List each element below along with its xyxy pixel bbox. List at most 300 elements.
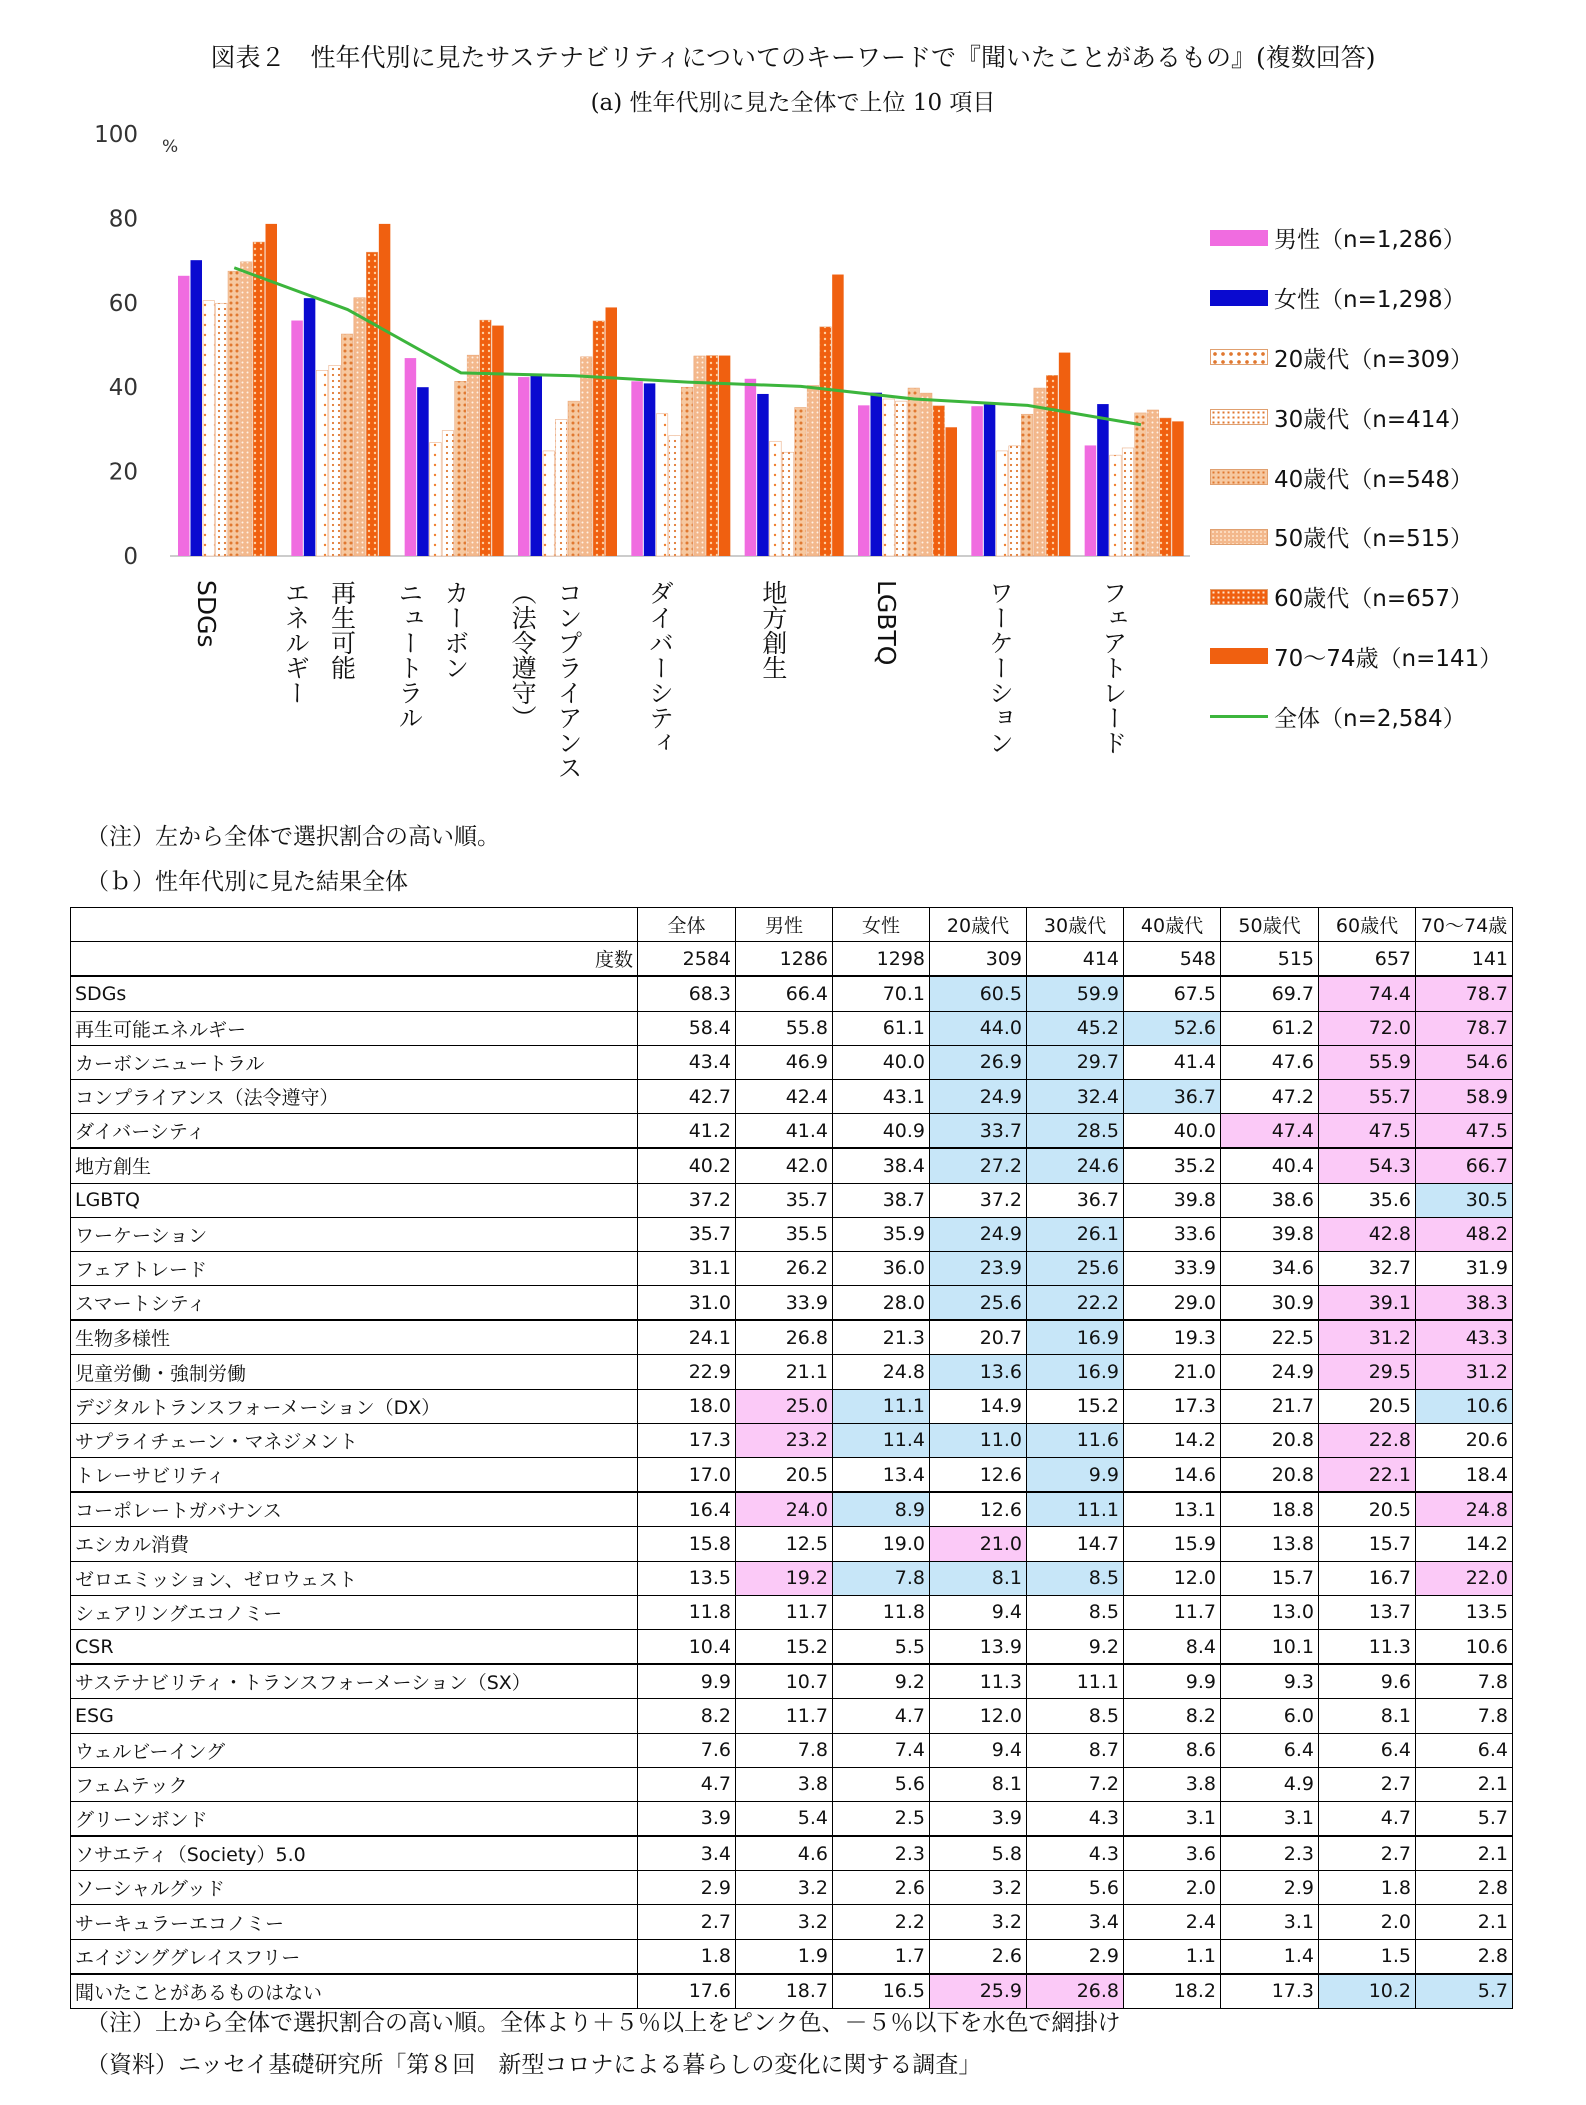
- value-cell: 10.4: [638, 1629, 736, 1664]
- value-cell: 13.1: [1124, 1492, 1221, 1527]
- legend-item: [1210, 328, 1502, 388]
- bar: [341, 334, 353, 556]
- value-cell: 12.0: [930, 1699, 1027, 1733]
- value-cell: 32.4: [1027, 1079, 1124, 1113]
- value-cell: 67.5: [1124, 976, 1221, 1011]
- row-label: ESG: [71, 1699, 638, 1733]
- bar: [1172, 421, 1184, 556]
- value-cell: 16.5: [833, 1974, 930, 2009]
- value-cell: 58.4: [638, 1011, 736, 1045]
- value-cell: 18.4: [1416, 1458, 1513, 1493]
- value-cell: 24.8: [833, 1355, 930, 1389]
- legend-item: [1210, 686, 1502, 746]
- value-cell: 3.2: [930, 1871, 1027, 1905]
- bar: [467, 355, 479, 556]
- table-row: [71, 1389, 1513, 1423]
- value-cell: 11.4: [833, 1423, 930, 1457]
- category-label: 再生可能: [327, 580, 357, 680]
- value-cell: 8.6: [1124, 1733, 1221, 1767]
- value-cell: 20.6: [1416, 1423, 1513, 1457]
- y-tick-label: 20: [108, 459, 138, 486]
- value-cell: 29.5: [1319, 1355, 1416, 1389]
- table-row: [71, 1183, 1513, 1217]
- value-cell: 26.2: [736, 1251, 833, 1285]
- value-cell: 38.3: [1416, 1286, 1513, 1321]
- value-cell: 24.0: [736, 1492, 833, 1527]
- value-cell: 72.0: [1319, 1011, 1416, 1045]
- table-row: [71, 1492, 1513, 1527]
- value-cell: 60.5: [930, 976, 1027, 1011]
- legend-swatch: [1210, 290, 1268, 306]
- value-cell: 3.1: [1124, 1801, 1221, 1836]
- value-cell: 55.8: [736, 1011, 833, 1045]
- value-cell: 12.5: [736, 1527, 833, 1561]
- column-header: 50歳代: [1221, 908, 1319, 942]
- figure-title: 図表２ 性年代別に見たサステナビリティについてのキーワードで『聞いたことがあるもの』(複数回答): [210, 43, 1376, 72]
- value-cell: 3.2: [736, 1871, 833, 1905]
- value-cell: 5.7: [1416, 1801, 1513, 1836]
- value-cell: 13.7: [1319, 1595, 1416, 1629]
- bar: [518, 377, 530, 556]
- legend-swatch: [1210, 230, 1268, 246]
- table-row: [71, 1664, 1513, 1699]
- bar: [455, 381, 467, 556]
- value-cell: 13.5: [638, 1561, 736, 1595]
- category-label: フェアトレード: [1098, 580, 1128, 755]
- row-label: ゼロエミッション、ゼロウェスト: [71, 1561, 638, 1595]
- row-label: サステナビリティ・トランスフォーメーション（SX）: [71, 1664, 638, 1699]
- value-cell: 13.5: [1416, 1595, 1513, 1629]
- legend-label: 女性（n=1,298）: [1274, 287, 1466, 314]
- value-cell: 31.9: [1416, 1251, 1513, 1285]
- value-cell: 11.7: [1124, 1595, 1221, 1629]
- value-cell: 7.6: [638, 1733, 736, 1767]
- value-cell: 11.3: [930, 1664, 1027, 1699]
- value-cell: 9.6: [1319, 1664, 1416, 1699]
- column-header: 男性: [736, 908, 833, 942]
- value-cell: 20.5: [736, 1458, 833, 1493]
- value-cell: 3.2: [930, 1905, 1027, 1939]
- value-cell: 33.6: [1124, 1217, 1221, 1251]
- chart-legend: [1210, 208, 1502, 746]
- bar: [606, 307, 618, 556]
- value-cell: 12.0: [1124, 1561, 1221, 1595]
- value-cell: 13.9: [930, 1629, 1027, 1664]
- table-row: [71, 1527, 1513, 1561]
- value-cell: 21.1: [736, 1355, 833, 1389]
- value-cell: 5.6: [1027, 1871, 1124, 1905]
- bar: [757, 394, 769, 556]
- value-cell: 11.1: [833, 1389, 930, 1423]
- value-cell: 11.0: [930, 1423, 1027, 1457]
- value-cell: 2.1: [1416, 1905, 1513, 1939]
- value-cell: 35.5: [736, 1217, 833, 1251]
- value-cell: 26.1: [1027, 1217, 1124, 1251]
- bar: [631, 381, 643, 556]
- row-label: SDGs: [71, 976, 638, 1011]
- value-cell: 8.5: [1027, 1699, 1124, 1733]
- bar: [531, 374, 543, 556]
- value-cell: 3.6: [1124, 1836, 1221, 1871]
- value-cell: 41.4: [736, 1114, 833, 1149]
- row-label: コンプライアンス（法令遵守）: [71, 1079, 638, 1113]
- value-cell: 35.7: [638, 1217, 736, 1251]
- bar: [178, 276, 190, 556]
- value-cell: 54.3: [1319, 1148, 1416, 1183]
- value-cell: 21.7: [1221, 1389, 1319, 1423]
- value-cell: 2.3: [833, 1836, 930, 1871]
- bar-group: [178, 224, 1184, 556]
- value-cell: 13.0: [1221, 1595, 1319, 1629]
- value-cell: 1.8: [1319, 1871, 1416, 1905]
- table-row: [71, 1561, 1513, 1595]
- count-cell: 1298: [833, 942, 930, 977]
- bar: [694, 356, 706, 556]
- chart-subtitle: (a) 性年代別に見た全体で上位 10 項目: [590, 90, 996, 116]
- value-cell: 2.5: [833, 1801, 930, 1836]
- table-row: [71, 1423, 1513, 1457]
- value-cell: 15.9: [1124, 1527, 1221, 1561]
- category-label: エネルギー: [281, 580, 311, 705]
- value-cell: 16.9: [1027, 1355, 1124, 1389]
- value-cell: 26.8: [736, 1320, 833, 1355]
- value-cell: 47.4: [1221, 1114, 1319, 1149]
- bar: [568, 401, 580, 556]
- legend-label: 60歳代（n=657）: [1274, 586, 1474, 613]
- value-cell: 15.7: [1319, 1527, 1416, 1561]
- value-cell: 30.5: [1416, 1183, 1513, 1217]
- bar: [971, 406, 983, 556]
- row-label: シェアリングエコノミー: [71, 1595, 638, 1629]
- value-cell: 69.7: [1221, 976, 1319, 1011]
- value-cell: 11.1: [1027, 1664, 1124, 1699]
- value-cell: 8.7: [1027, 1733, 1124, 1767]
- legend-label: 全体（n=2,584）: [1274, 705, 1466, 732]
- value-cell: 2.3: [1221, 1836, 1319, 1871]
- column-header: 60歳代: [1319, 908, 1416, 942]
- table-row: [71, 976, 1513, 1011]
- value-cell: 13.8: [1221, 1527, 1319, 1561]
- row-label: スマートシティ: [71, 1286, 638, 1321]
- table-row: [71, 1595, 1513, 1629]
- bar: [1059, 353, 1071, 556]
- value-cell: 31.0: [638, 1286, 736, 1321]
- value-cell: 66.4: [736, 976, 833, 1011]
- bar: [921, 393, 933, 556]
- value-cell: 35.7: [736, 1183, 833, 1217]
- value-cell: 40.0: [833, 1045, 930, 1079]
- bar: [480, 320, 492, 556]
- value-cell: 40.4: [1221, 1148, 1319, 1183]
- bar: [946, 427, 958, 556]
- value-cell: 20.5: [1319, 1492, 1416, 1527]
- value-cell: 24.8: [1416, 1492, 1513, 1527]
- value-cell: 15.2: [736, 1629, 833, 1664]
- value-cell: 27.2: [930, 1148, 1027, 1183]
- value-cell: 2.9: [638, 1871, 736, 1905]
- legend-label: 男性（n=1,286）: [1274, 227, 1466, 254]
- row-label: サーキュラーエコノミー: [71, 1905, 638, 1939]
- count-cell: 1286: [736, 942, 833, 977]
- legend-label: 70～74歳（n=141）: [1274, 645, 1503, 672]
- value-cell: 4.7: [638, 1767, 736, 1801]
- value-cell: 20.8: [1221, 1423, 1319, 1457]
- bar: [492, 326, 504, 556]
- legend-swatch: [1210, 529, 1268, 545]
- bar: [329, 365, 341, 556]
- value-cell: 38.4: [833, 1148, 930, 1183]
- table-row: [71, 1458, 1513, 1493]
- bar: [1097, 404, 1109, 556]
- bar: [908, 388, 920, 556]
- row-label: CSR: [71, 1629, 638, 1664]
- bar: [1034, 388, 1046, 556]
- value-cell: 18.0: [638, 1389, 736, 1423]
- value-cell: 23.9: [930, 1251, 1027, 1285]
- value-cell: 7.8: [1416, 1699, 1513, 1733]
- value-cell: 3.9: [638, 1801, 736, 1836]
- row-label: LGBTQ: [71, 1183, 638, 1217]
- bar: [883, 399, 895, 556]
- table-row: [71, 1905, 1513, 1939]
- value-cell: 8.5: [1027, 1561, 1124, 1595]
- bar: [858, 405, 870, 556]
- value-cell: 14.6: [1124, 1458, 1221, 1493]
- value-cell: 9.9: [1124, 1664, 1221, 1699]
- legend-swatch: [1210, 648, 1268, 664]
- value-cell: 4.7: [833, 1699, 930, 1733]
- legend-item: [1210, 447, 1502, 507]
- value-cell: 2.8: [1416, 1939, 1513, 1974]
- value-cell: 2.4: [1124, 1905, 1221, 1939]
- value-cell: 2.9: [1027, 1939, 1124, 1974]
- value-cell: 41.2: [638, 1114, 736, 1149]
- bar: [253, 242, 265, 556]
- value-cell: 20.7: [930, 1320, 1027, 1355]
- bar: [316, 370, 328, 556]
- value-cell: 31.2: [1416, 1355, 1513, 1389]
- value-cell: 8.4: [1124, 1629, 1221, 1664]
- table-row: [71, 1217, 1513, 1251]
- value-cell: 13.4: [833, 1458, 930, 1493]
- table-row: [71, 1148, 1513, 1183]
- row-label: ソーシャルグッド: [71, 1871, 638, 1905]
- category-label: カーボン: [440, 580, 470, 680]
- value-cell: 22.0: [1416, 1561, 1513, 1595]
- row-label: フェムテック: [71, 1767, 638, 1801]
- bar: [366, 252, 378, 556]
- value-cell: 9.3: [1221, 1664, 1319, 1699]
- value-cell: 22.9: [638, 1355, 736, 1389]
- row-label: デジタルトランスフォーメーション（DX）: [71, 1389, 638, 1423]
- table-row: [71, 1939, 1513, 1974]
- value-cell: 28.0: [833, 1286, 930, 1321]
- value-cell: 24.9: [1221, 1355, 1319, 1389]
- value-cell: 13.6: [930, 1355, 1027, 1389]
- value-cell: 3.8: [1124, 1767, 1221, 1801]
- legend-label: 50歳代（n=515）: [1274, 526, 1474, 553]
- value-cell: 24.6: [1027, 1148, 1124, 1183]
- value-cell: 11.7: [736, 1595, 833, 1629]
- bar: [291, 321, 303, 556]
- value-cell: 18.2: [1124, 1974, 1221, 2009]
- value-cell: 2.2: [833, 1905, 930, 1939]
- value-cell: 45.2: [1027, 1011, 1124, 1045]
- table-row: [71, 1733, 1513, 1767]
- value-cell: 17.3: [1221, 1974, 1319, 2009]
- value-cell: 31.1: [638, 1251, 736, 1285]
- value-cell: 39.8: [1221, 1217, 1319, 1251]
- row-label: ワーケーション: [71, 1217, 638, 1251]
- results-table: [70, 907, 1513, 2009]
- source-note: （資料）ニッセイ基礎研究所「第８回 新型コロナによる暮らしの変化に関する調査」: [86, 2052, 982, 2078]
- value-cell: 55.7: [1319, 1079, 1416, 1113]
- legend-swatch: [1210, 349, 1268, 365]
- value-cell: 4.7: [1319, 1801, 1416, 1836]
- value-cell: 6.4: [1221, 1733, 1319, 1767]
- category-label: 地方創生: [758, 580, 788, 680]
- value-cell: 78.7: [1416, 1011, 1513, 1045]
- category-label: コンプライアンス: [554, 580, 584, 780]
- row-label: 聞いたことがあるものはない: [71, 1974, 638, 2009]
- value-cell: 31.2: [1319, 1320, 1416, 1355]
- category-label: ワーケーション: [985, 580, 1015, 755]
- legend-item: [1210, 507, 1502, 567]
- bar: [1122, 448, 1134, 556]
- value-cell: 3.1: [1221, 1905, 1319, 1939]
- bar: [1110, 455, 1122, 556]
- bar: [996, 451, 1008, 556]
- value-cell: 38.7: [833, 1183, 930, 1217]
- bar: [266, 224, 278, 556]
- value-cell: 7.8: [833, 1561, 930, 1595]
- table-row: [71, 1767, 1513, 1801]
- value-cell: 29.7: [1027, 1045, 1124, 1079]
- legend-item: [1210, 268, 1502, 328]
- value-cell: 10.7: [736, 1664, 833, 1699]
- value-cell: 55.9: [1319, 1045, 1416, 1079]
- value-cell: 2.7: [1319, 1767, 1416, 1801]
- value-cell: 23.2: [736, 1423, 833, 1457]
- row-label: フェアトレード: [71, 1251, 638, 1285]
- value-cell: 17.3: [638, 1423, 736, 1457]
- row-label: ダイバーシティ: [71, 1114, 638, 1149]
- value-cell: 24.1: [638, 1320, 736, 1355]
- category-label: ニュートラル: [394, 580, 424, 730]
- bar: [719, 356, 731, 556]
- table-row: [71, 1045, 1513, 1079]
- bar: [706, 356, 718, 556]
- value-cell: 24.9: [930, 1079, 1027, 1113]
- row-label: サプライチェーン・マネジメント: [71, 1423, 638, 1457]
- column-header: 30歳代: [1027, 908, 1124, 942]
- value-cell: 1.9: [736, 1939, 833, 1974]
- legend-label: 20歳代（n=309）: [1274, 346, 1474, 373]
- count-cell: 515: [1221, 942, 1319, 977]
- value-cell: 9.4: [930, 1595, 1027, 1629]
- legend-item: [1210, 627, 1502, 687]
- value-cell: 47.6: [1221, 1045, 1319, 1079]
- table-row: [71, 1699, 1513, 1733]
- value-cell: 22.2: [1027, 1286, 1124, 1321]
- bar: [556, 419, 568, 556]
- value-cell: 44.0: [930, 1011, 1027, 1045]
- value-cell: 2.6: [833, 1871, 930, 1905]
- legend-item: [1210, 208, 1502, 268]
- value-cell: 37.2: [930, 1183, 1027, 1217]
- value-cell: 3.2: [736, 1905, 833, 1939]
- legend-item: [1210, 567, 1502, 627]
- value-cell: 18.7: [736, 1974, 833, 2009]
- value-cell: 10.6: [1416, 1389, 1513, 1423]
- table-row: [71, 1114, 1513, 1149]
- table-row: [71, 1079, 1513, 1113]
- value-cell: 43.1: [833, 1079, 930, 1113]
- value-cell: 9.9: [638, 1664, 736, 1699]
- value-cell: 35.2: [1124, 1148, 1221, 1183]
- value-cell: 61.2: [1221, 1011, 1319, 1045]
- value-cell: 22.5: [1221, 1320, 1319, 1355]
- value-cell: 7.2: [1027, 1767, 1124, 1801]
- bar: [1009, 446, 1021, 556]
- bar: [191, 260, 203, 556]
- count-label: 度数: [71, 942, 638, 977]
- bar: [1147, 410, 1159, 556]
- row-label: 地方創生: [71, 1148, 638, 1183]
- value-cell: 58.9: [1416, 1079, 1513, 1113]
- row-label: カーボンニュートラル: [71, 1045, 638, 1079]
- column-header: [71, 908, 638, 942]
- bar: [593, 321, 605, 556]
- value-cell: 14.9: [930, 1389, 1027, 1423]
- value-cell: 15.2: [1027, 1389, 1124, 1423]
- value-cell: 36.7: [1027, 1183, 1124, 1217]
- bar: [1046, 375, 1058, 556]
- value-cell: 3.9: [930, 1801, 1027, 1836]
- bar: [581, 357, 593, 556]
- bar: [782, 452, 794, 556]
- bar: [933, 406, 945, 556]
- value-cell: 5.7: [1416, 1974, 1513, 2009]
- bar: [644, 383, 656, 556]
- value-cell: 8.1: [1319, 1699, 1416, 1733]
- value-cell: 7.4: [833, 1733, 930, 1767]
- bar: [1160, 418, 1172, 556]
- bar: [871, 393, 883, 556]
- value-cell: 30.9: [1221, 1286, 1319, 1321]
- legend-swatch: [1210, 409, 1268, 425]
- value-cell: 2.8: [1416, 1871, 1513, 1905]
- legend-swatch: [1210, 469, 1268, 485]
- category-label: （法令遵守）: [508, 580, 538, 730]
- value-cell: 1.1: [1124, 1939, 1221, 1974]
- value-cell: 21.3: [833, 1320, 930, 1355]
- value-cell: 54.6: [1416, 1045, 1513, 1079]
- table-note: （注）上から全体で選択割合の高い順。全体より＋５％以上をピンク色、－５％以下を水色で網掛け: [86, 2010, 1121, 2036]
- value-cell: 19.3: [1124, 1320, 1221, 1355]
- column-header: 70～74歳: [1416, 908, 1513, 942]
- count-cell: 657: [1319, 942, 1416, 977]
- value-cell: 4.3: [1027, 1801, 1124, 1836]
- bar: [543, 451, 555, 556]
- column-header: 女性: [833, 908, 930, 942]
- value-cell: 32.7: [1319, 1251, 1416, 1285]
- value-cell: 11.8: [638, 1595, 736, 1629]
- value-cell: 9.4: [930, 1733, 1027, 1767]
- value-cell: 7.8: [1416, 1664, 1513, 1699]
- row-label: ウェルビーイング: [71, 1733, 638, 1767]
- row-label: コーポレートガバナンス: [71, 1492, 638, 1527]
